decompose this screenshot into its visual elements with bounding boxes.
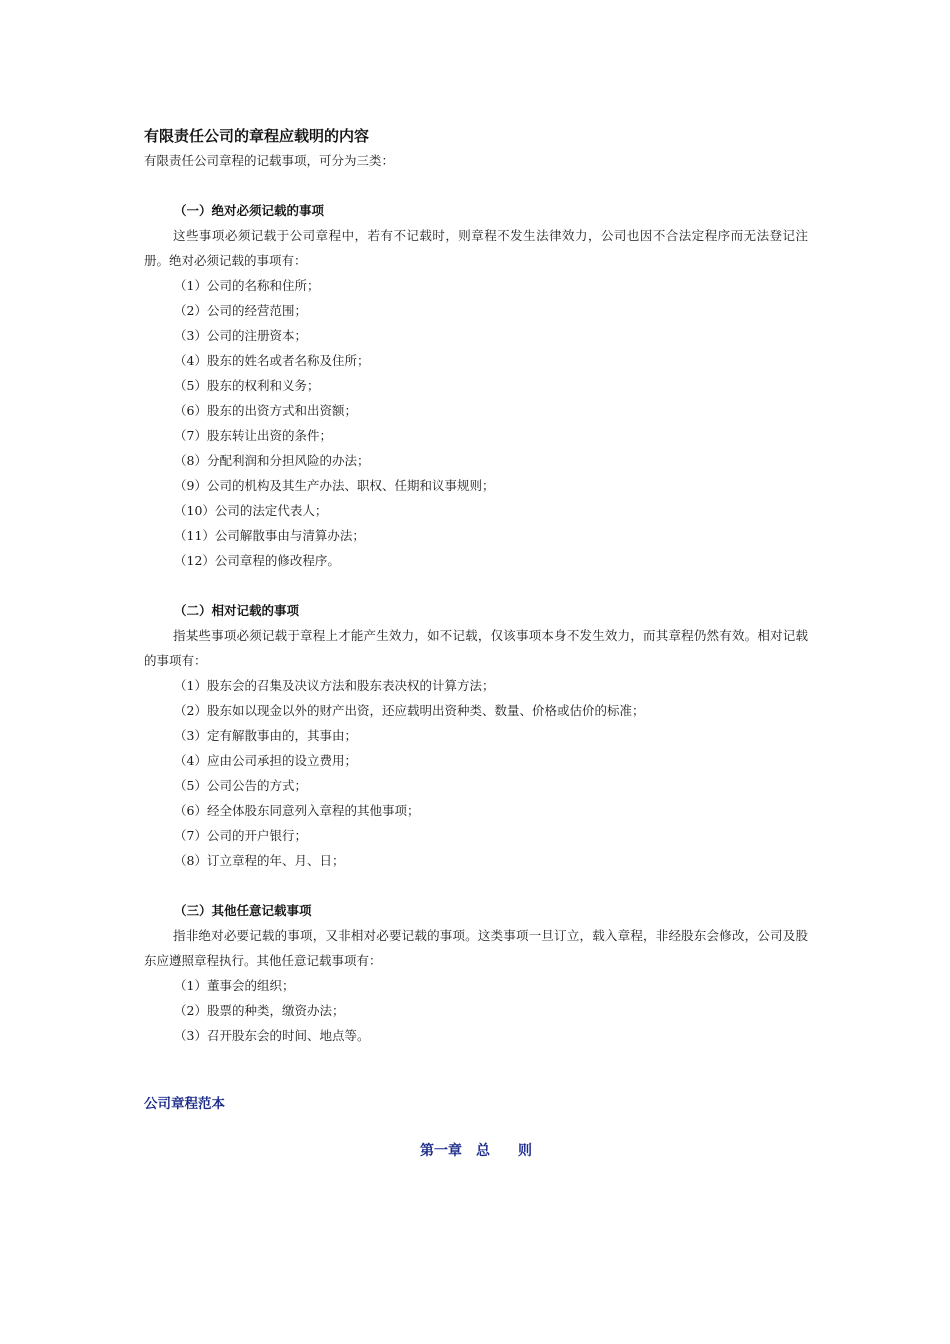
list-item: （6）经全体股东同意列入章程的其他事项； <box>174 803 420 818</box>
section-heading: （二）相对记载的事项 <box>174 603 300 618</box>
template-title: 公司章程范本 <box>144 1096 225 1112</box>
list-item: （1）董事会的组织； <box>174 978 295 993</box>
item-list <box>144 273 808 573</box>
item-list <box>144 673 808 873</box>
list-item: （3）召开股东会的时间、地点等。 <box>174 1028 370 1043</box>
list-item: （8）分配利润和分担风险的办法； <box>174 453 370 468</box>
intro-paragraph: 有限责任公司章程的记载事项，可分为三类： <box>144 153 395 168</box>
chapter-heading: 第一章 总 则 <box>420 1143 532 1159</box>
section-heading: （一）绝对必须记载的事项 <box>174 203 325 218</box>
list-item: （3）定有解散事由的，其事由； <box>174 728 357 743</box>
document-title: 有限责任公司的章程应载明的内容 <box>144 127 370 145</box>
list-item: （3）公司的注册资本； <box>174 328 307 343</box>
list-item: （9）公司的机构及其生产办法、职权、任期和议事规则； <box>174 478 495 493</box>
section-heading: （三）其他任意记载事项 <box>174 903 312 918</box>
list-item: （2）股东如以现金以外的财产出资，还应载明出资种类、数量、价格或估价的标准； <box>174 703 645 718</box>
list-item: （4）股东的姓名或者名称及住所； <box>174 353 370 368</box>
list-item: （6）股东的出资方式和出资额； <box>174 403 357 418</box>
section-relative <box>144 598 808 873</box>
section-absolute <box>144 198 808 573</box>
section-optional <box>144 898 808 1048</box>
list-item: （10）公司的法定代表人； <box>174 503 328 518</box>
list-item: （5）股东的权利和义务； <box>174 378 320 393</box>
list-item: （1）公司的名称和住所； <box>174 278 320 293</box>
list-item: （7）公司的开户银行； <box>174 828 307 843</box>
list-item: （5）公司公告的方式； <box>174 778 307 793</box>
list-item: （11）公司解散事由与清算办法； <box>174 528 365 543</box>
list-item: （4）应由公司承担的设立费用； <box>174 753 357 768</box>
section-paragraph: 指某些事项必须记载于章程上才能产生效力，如不记载，仅该事项本身不发生效力，而其章程仍然有效。相对记载的事项有： <box>144 628 808 668</box>
list-item: （1）股东会的召集及决议方法和股东表决权的计算方法； <box>174 678 495 693</box>
item-list <box>144 973 808 1048</box>
list-item: （2）股票的种类，缴资办法； <box>174 1003 345 1018</box>
list-item: （8）订立章程的年、月、日； <box>174 853 345 868</box>
section-paragraph: 指非绝对必要记载的事项，又非相对必要记载的事项。这类事项一旦订立，载入章程，非经股东会修改，公司及股东应遵照章程执行。其他任意记载事项有： <box>144 928 808 968</box>
list-item: （12）公司章程的修改程序。 <box>174 553 340 568</box>
section-paragraph: 这些事项必须记载于公司章程中，若有不记载时，则章程不发生法律效力，公司也因不合法定程序而无法登记注册。绝对必须记载的事项有： <box>144 228 808 268</box>
document-body <box>144 124 808 1164</box>
list-item: （7）股东转让出资的条件； <box>174 428 332 443</box>
list-item: （2）公司的经营范围； <box>174 303 307 318</box>
